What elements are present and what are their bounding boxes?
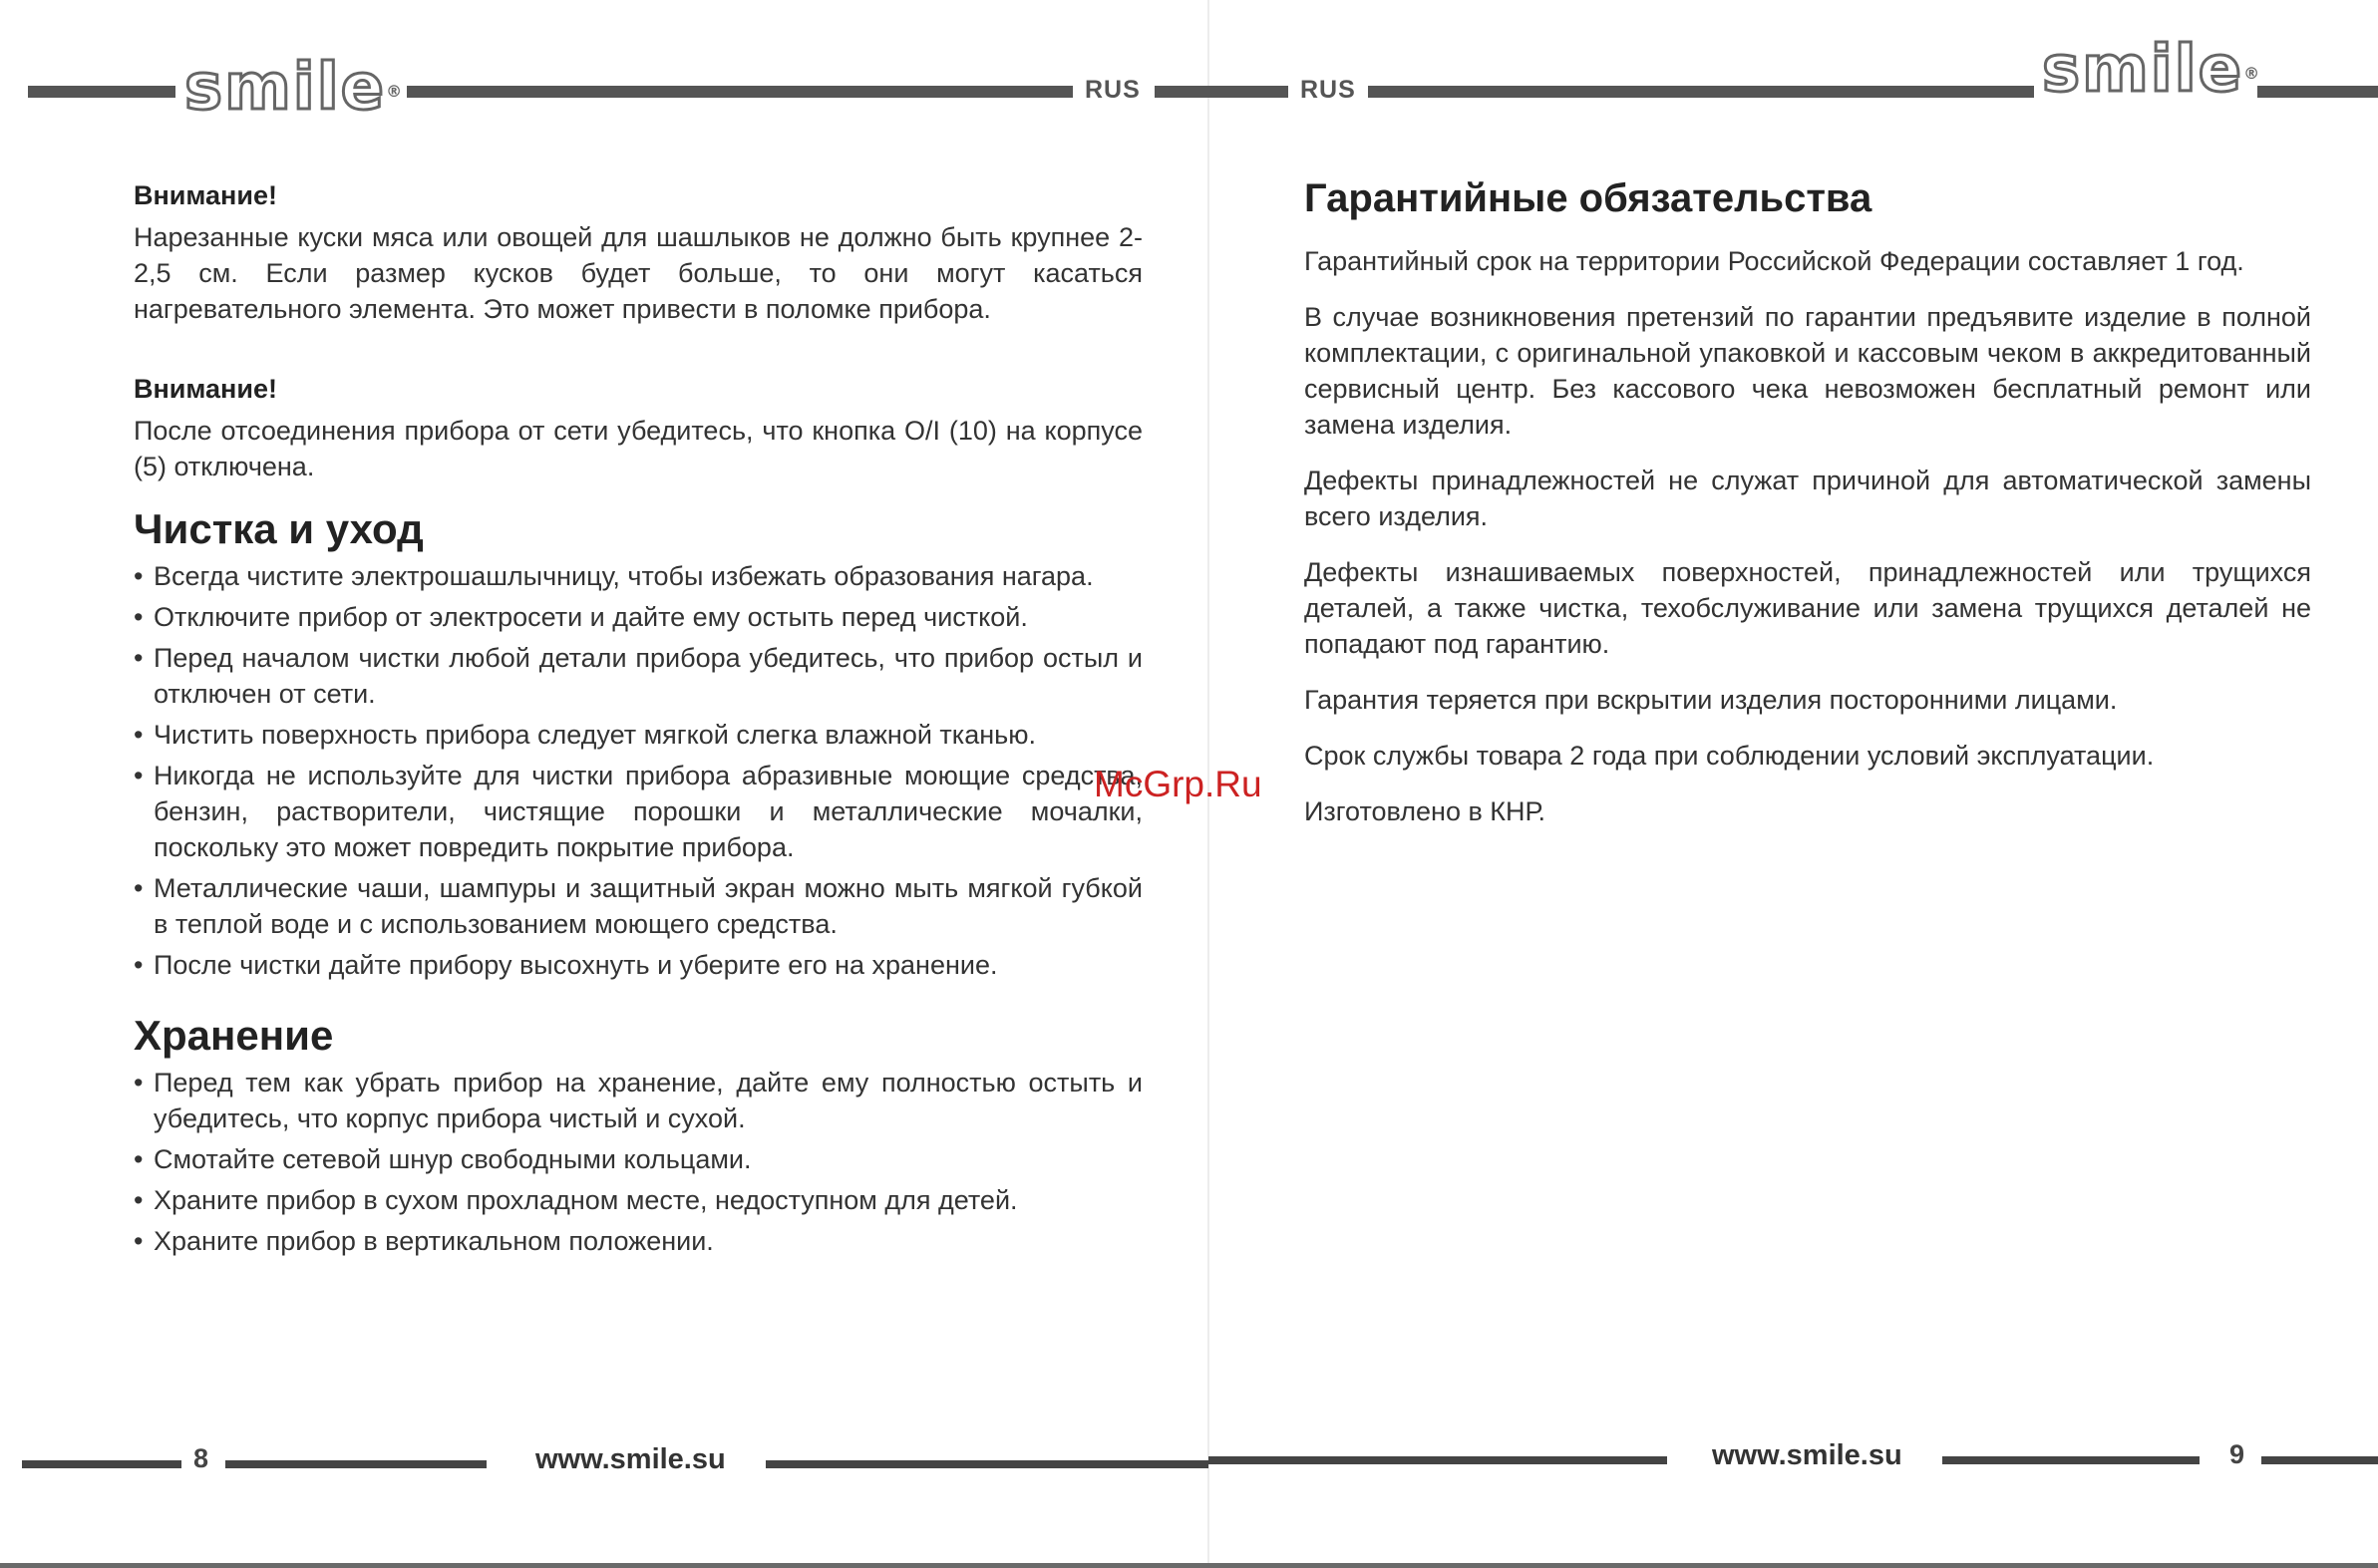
right-content — [1304, 171, 2311, 849]
warranty-paragraph: В случае возникновения претензий по гарантии предъявите изделие в полной комплектации, с оригинальной упаковкой и кассовым чеком в аккредитованный сервисный центр. Без кассового чека невозможен бесплатный ремонт или замена изделия. — [1304, 302, 2311, 440]
list-item: • Никогда не используйте для чистки прибора абразивные моющие средства, бензин, растворители, чистящие порошки и металлические мочалки, поскольку это может повредить покрытие прибора. — [134, 758, 1143, 865]
header-rule — [1155, 86, 1208, 98]
footer-right — [1208, 1439, 2378, 1479]
header-left — [0, 51, 1208, 125]
note-title: Внимание! — [134, 180, 277, 210]
left-content — [134, 177, 1143, 1264]
storage-list — [134, 1065, 1143, 1259]
watermark-text: McGrp.Ru — [1094, 764, 1262, 804]
warranty-paragraph: Срок службы товара 2 года при соблюдении условий эксплуатации. — [1304, 741, 2155, 771]
list-item: • Чистить поверхность прибора следует мягкой слегка влажной тканью. — [134, 717, 1143, 753]
footer-url: www.smile.su — [1712, 1439, 1902, 1471]
warranty-paragraph: Дефекты изнашиваемых поверхностей, принадлежностей или трущихся деталей, а также чистка, техобслуживание или замена трущихся деталей не попадают под гарантию. — [1304, 557, 2311, 659]
lang-label: RUS — [1085, 76, 1141, 104]
note-text: После отсоединения прибора от сети убедитесь, что кнопка O/I (10) на корпусе (5) отключена. — [134, 416, 1143, 481]
list-item: • Перед тем как убрать прибор на хранение, дайте ему полностью остыть и убедитесь, что корпус прибора чистый и сухой. — [134, 1065, 1143, 1136]
footer-rule — [22, 1460, 181, 1468]
footer-url: www.smile.su — [535, 1443, 726, 1475]
smile-logo: smile® — [2042, 33, 2262, 107]
note-title: Внимание! — [134, 374, 277, 404]
list-item: • Металлические чаши, шампуры и защитный экран можно мыть мягкой губкой в теплой воде и с использованием моющего средства. — [134, 870, 1143, 942]
header-rule — [1208, 86, 1288, 98]
section-title-storage: Хранение — [134, 1012, 334, 1059]
header-rule — [2257, 86, 2378, 98]
list-item: • Храните прибор в сухом прохладном месте, недоступном для детей. — [134, 1182, 1143, 1218]
header-rule — [28, 86, 175, 98]
cleaning-list — [134, 558, 1143, 983]
header-right — [1208, 33, 2378, 118]
list-item: • Перед началом чистки любой детали прибора убедитесь, что прибор остыл и отключен от сети. — [134, 640, 1143, 712]
warranty-paragraph: Изготовлено в КНР. — [1304, 796, 1545, 826]
note-text: Нарезанные куски мяса или овощей для шашлыков не должно быть крупнее 2-2,5 см. Если размер кусков будет больше, то они могут касаться нагревательного элемента. Это может привести в поломке прибора. — [134, 222, 1143, 324]
list-item: • Храните прибор в вертикальном положении. — [134, 1223, 1143, 1259]
list-item: • Смотайте сетевой шнур свободными кольцами. — [134, 1141, 1143, 1177]
header-rule — [407, 86, 1073, 98]
smile-logo: smile® — [184, 51, 405, 125]
footer-rule — [1942, 1456, 2200, 1464]
list-item: • После чистки дайте прибору высохнуть и уберите его на хранение. — [134, 947, 1143, 983]
footer-rule — [225, 1460, 487, 1468]
footer-rule — [1208, 1456, 1667, 1464]
list-item: • Всегда чистите электрошашлычницу, чтобы избежать образования нагара. — [134, 558, 1143, 594]
warranty-paragraph: Гарантийный срок на территории Российской Федерации составляет 1 год. — [1304, 246, 2244, 276]
footer-rule — [766, 1460, 1208, 1468]
footer-rule — [2261, 1456, 2378, 1464]
page-number: 8 — [193, 1443, 209, 1473]
header-rule — [1368, 86, 2034, 98]
footer-left — [0, 1443, 1208, 1483]
section-title-cleaning: Чистка и уход — [134, 505, 424, 552]
warranty-paragraph: Гарантия теряется при вскрытии изделия посторонними лицами. — [1304, 685, 2118, 715]
lang-label: RUS — [1300, 76, 1356, 104]
list-item: • Отключите прибор от электросети и дайте ему остыть перед чисткой. — [134, 599, 1143, 635]
page-number: 9 — [2229, 1439, 2245, 1469]
warranty-paragraph: Дефекты принадлежностей не служат причиной для автоматической замены всего изделия. — [1304, 466, 2311, 531]
section-title-warranty: Гарантийные обязательства — [1304, 176, 1872, 220]
